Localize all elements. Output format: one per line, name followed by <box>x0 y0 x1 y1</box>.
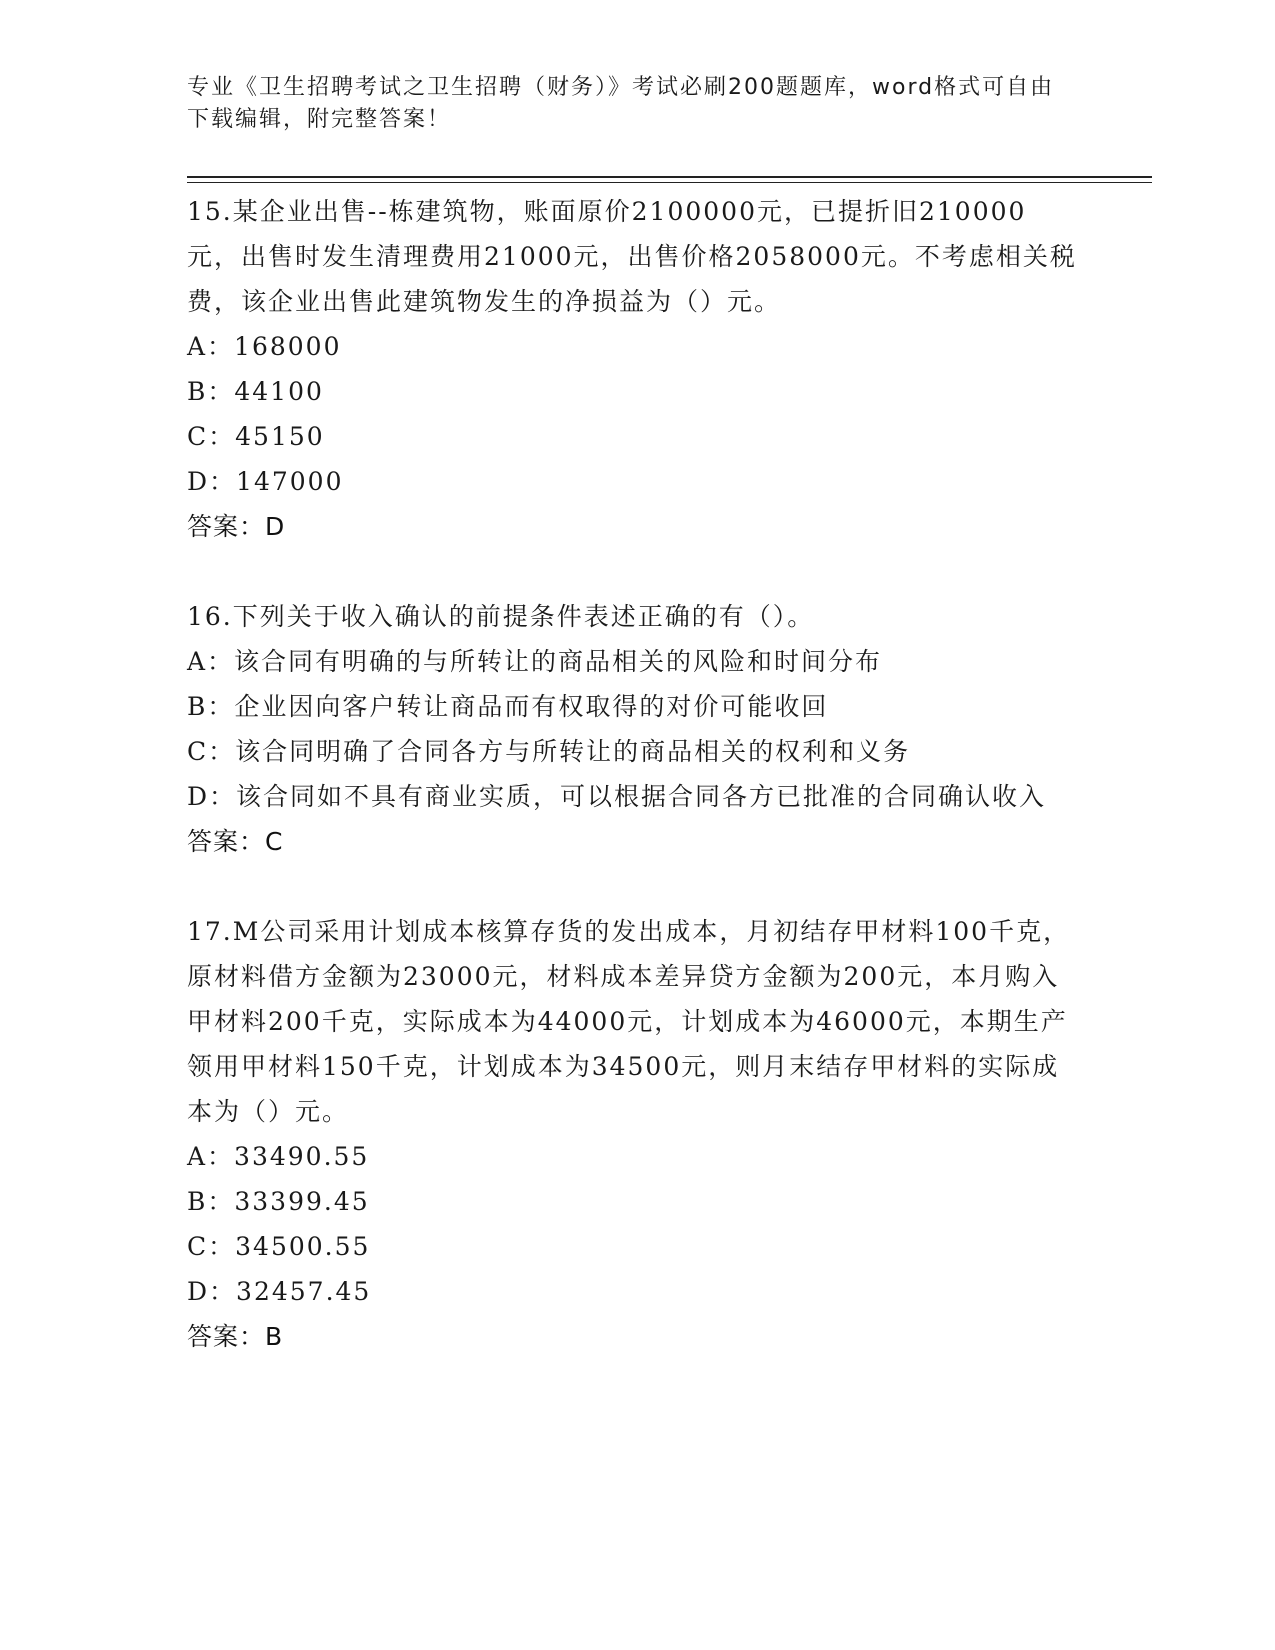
question-list <box>187 189 1077 1404</box>
option-d: D：32457.45 <box>187 1277 372 1306</box>
question-16 <box>187 594 1077 864</box>
option-c: C：34500.55 <box>187 1232 371 1261</box>
option-c: C：该合同明确了合同各方与所转让的商品相关的权利和义务 <box>187 737 911 766</box>
header-divider-thick <box>187 176 1152 178</box>
answer: 答案：C <box>187 827 284 856</box>
option-a: A：33490.55 <box>187 1142 370 1171</box>
question-17 <box>187 909 1077 1359</box>
option-b: B：44100 <box>187 377 324 406</box>
header-divider-thin <box>187 182 1152 183</box>
option-a: A：168000 <box>187 332 342 361</box>
question-text: 15.某企业出售--栋建筑物，账面原价2100000元，已提折旧210000元，出售时发生清理费用21000元，出售价格2058000元。不考虑相关税费，该企业出售此建筑物发生的净损益为（）元。 <box>187 197 1077 316</box>
option-b: B：33399.45 <box>187 1187 370 1216</box>
answer: 答案：D <box>187 512 286 541</box>
option-b: B：企业因向客户转让商品而有权取得的对价可能收回 <box>187 692 829 721</box>
option-c: C：45150 <box>187 422 325 451</box>
question-15 <box>187 189 1077 549</box>
question-text: 17.M公司采用计划成本核算存货的发出成本，月初结存甲材料100千克，原材料借方金额为23000元，材料成本差异贷方金额为200元，本月购入甲材料200千克，实际成本为44000元，计划成本为46000元，本期生产领用甲材料150千克，计划成本为34500元，则月末结存甲材料的实际成本为（）元。 <box>187 917 1071 1126</box>
option-a: A：该合同有明确的与所转让的商品相关的风险和时间分布 <box>187 647 883 676</box>
document-header: 专业《卫生招聘考试之卫生招聘（财务）》考试必刷200题题库，word格式可自由下载编辑，附完整答案！ <box>187 75 1055 132</box>
option-d: D：该合同如不具有商业实质，可以根据合同各方已批准的合同确认收入 <box>187 782 1047 811</box>
answer: 答案：B <box>187 1322 284 1351</box>
question-text: 16.下列关于收入确认的前提条件表述正确的有（）。 <box>187 602 815 631</box>
option-d: D：147000 <box>187 467 344 496</box>
